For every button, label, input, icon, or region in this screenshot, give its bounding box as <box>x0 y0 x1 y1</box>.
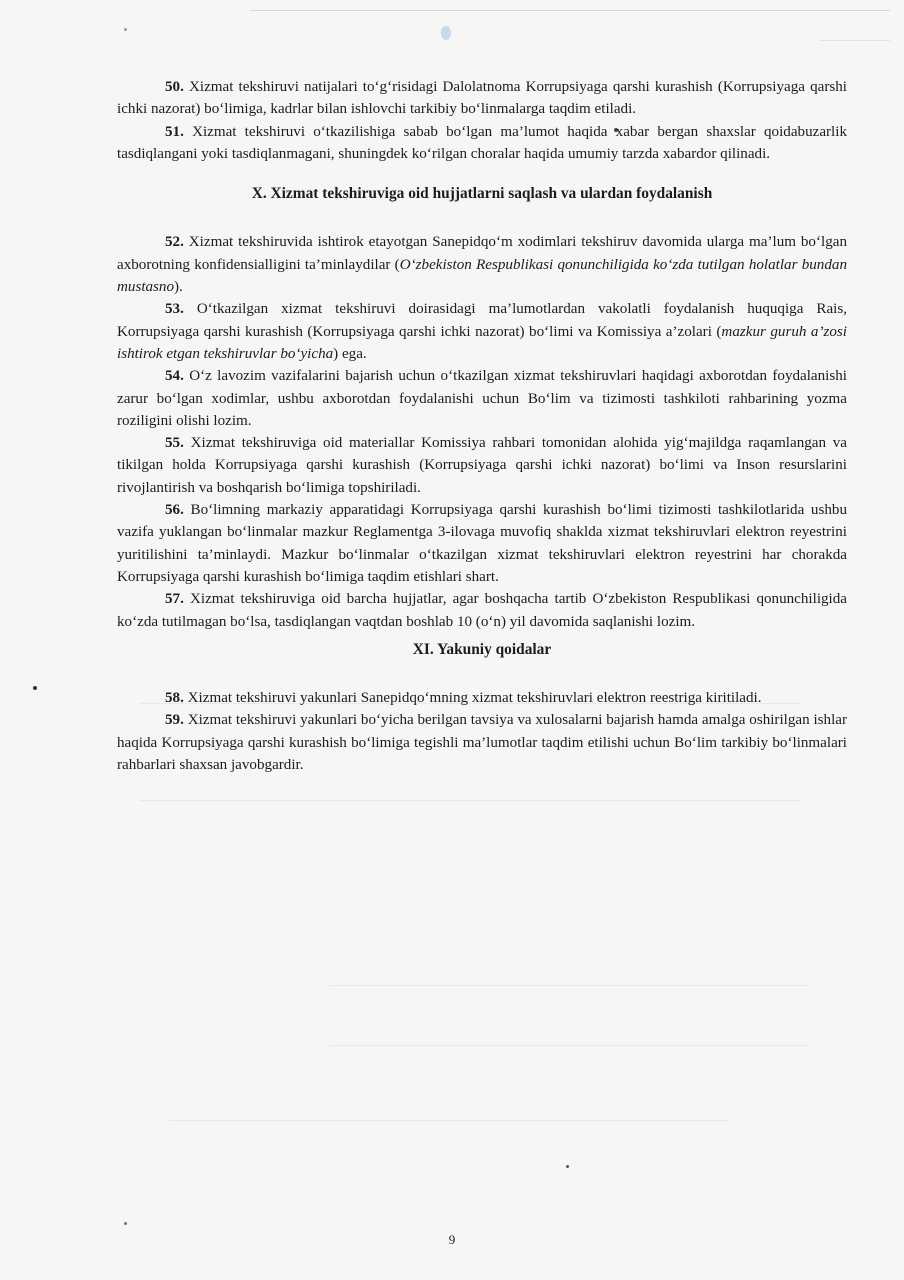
paragraph-58 <box>117 687 847 709</box>
paragraph-number: 50. <box>165 79 184 95</box>
paragraph-56 <box>117 499 847 588</box>
paragraph-53 <box>117 298 847 365</box>
paragraph-51 <box>117 121 847 166</box>
scan-speck <box>566 1165 569 1168</box>
section-heading-xi: XI. Yakuniy qoidalar <box>412 640 552 658</box>
paragraph-number: 52. <box>165 234 184 251</box>
paragraph-number: 51. <box>165 123 184 140</box>
paragraph-number: 54. <box>165 368 184 385</box>
document-body <box>117 76 847 776</box>
paragraph-text: Xizmat tekshiruviga oid barcha hujjatlar, agar boshqacha tartib O‘zbekiston Respublikasi qonunchiligida ko‘zda tutilmagan bo‘lsa, tasdiqlangan vaqtdan boshlab 10 (o‘n) yil davomida saqlanishi lozim. <box>117 591 847 630</box>
bleed-through-line <box>170 1120 730 1121</box>
paragraph-text: Xizmat tekshiruvi o‘tkazilishiga sabab bo‘lgan ma’lumot haqida xabar bergan shaxslar qoidabuzarlik tasdiqlangani yoki tasdiqlanmagani, shuningdek ko‘rilgan choralar haqida umumiy tarzda xabardor qilinadi. <box>117 123 847 162</box>
paragraph-number: 55. <box>165 435 184 452</box>
paragraph-52 <box>117 231 847 298</box>
paragraph-text: Xizmat tekshiruvida ishtirok etayotgan Sanepidqo‘m xodimlari tekshiruv davomida ularga ma’lum bo‘lgan axborotning konfidensialligini ta’minlaydilar ( <box>117 234 847 273</box>
paragraph-italic-note: mazkur guruh a’zosi ishtirok etgan tekshiruvlar bo‘yicha <box>117 323 847 362</box>
bleed-through-line <box>330 1045 810 1046</box>
scan-edge-line <box>250 10 890 11</box>
paragraph-number: 53. <box>165 301 184 318</box>
bleed-through-line <box>140 800 800 801</box>
paragraph-number: 57. <box>165 591 184 608</box>
scan-edge-line <box>820 40 890 41</box>
scan-speck <box>124 28 127 31</box>
paragraph-number: 59. <box>165 712 184 729</box>
paragraph-text-tail: ). <box>174 279 183 296</box>
paragraph-57 <box>117 588 847 633</box>
paragraph-text-tail: ) ega. <box>333 345 367 362</box>
paragraph-number: 56. <box>165 502 184 519</box>
paragraph-text: Xizmat tekshiruvi yakunlari bo‘yicha berilgan tavsiya va xulosalarni bajarish hamda amalga oshirilgan ishlar haqida Korrupsiyaga qarshi kurashish bo‘limiga tegishli ma’lumotlar taqdim etilishi uchun Bo‘lim tarkibiy bo‘linmalari rahbarlari shaxsan javobgardir. <box>117 712 847 774</box>
page-number: 9 <box>448 1232 456 1247</box>
scan-speck <box>33 686 37 690</box>
scan-speck <box>124 1222 127 1225</box>
section-heading-x: X. Xizmat tekshiruviga oid hujjatlarni saqlash va ulardan foydalanish <box>251 185 713 203</box>
paragraph-50 <box>117 76 847 121</box>
paragraph-text: Bo‘limning markaziy apparatidagi Korrupsiyaga qarshi kurashish bo‘limi tizimosti tashkilotlarida ushbu vazifa yuklangan bo‘linmalar mazkur Reglamentga 3-ilovaga muvofiq shaklda xizmat tekshiruvlari elektron reyestrini yuritilishini ta’minlaydi. Mazkur bo‘linmalar o‘tkazilgan xizmat tekshiruvlari elektron reyestrini har chorakda Korrupsiyaga qarshi kurashish bo‘limiga taqdim etishlari shart. <box>117 502 847 585</box>
paragraph-text: Xizmat tekshiruvi yakunlari Sanepidqo‘mning xizmat tekshiruvlari elektron reestriga kiritiladi. <box>187 690 762 707</box>
paragraph-text: Xizmat tekshiruviga oid materiallar Komissiya rahbari tomonidan alohida yig‘majildga raqamlangan va tikilgan holda Korrupsiyaga qarshi kurashish (Korrupsiyaga qarshi ichki nazorat) bo‘limi va Inson resurslarini rivojlantirish va boshqarish bo‘limiga topshiriladi. <box>117 435 847 496</box>
bleed-through-line <box>330 985 810 986</box>
paragraph-text: Xizmat tekshiruvi natijalari to‘g‘risidagi Dalolatnoma Korrupsiyaga qarshi kurashish (Korrupsiyaga qarshi ichki nazorat) bo‘limiga, kadrlar bilan ishlovchi tarkibiy bo‘linmalarga taqdim etiladi. <box>117 79 847 118</box>
scan-speck <box>441 26 451 40</box>
paragraph-text: O‘tkazilgan xizmat tekshiruvi doirasidagi ma’lumotlardan vakolatli foydalanish huquqiga Rais, Korrupsiyaga qarshi kurashish (Korrupsiyaga qarshi ichki nazorat) bo‘limi va Komissiya a’zolari ( <box>117 301 847 340</box>
paragraph-number: 58. <box>165 690 184 707</box>
paragraph-59 <box>117 709 847 776</box>
paragraph-55 <box>117 432 847 499</box>
paragraph-54 <box>117 365 847 432</box>
paragraph-italic-note: O‘zbekiston Respublikasi qonunchiligida ko‘zda tutilgan holatlar bundan mustasno <box>117 256 847 296</box>
paragraph-text: O‘z lavozim vazifalarini bajarish uchun o‘tkazilgan xizmat tekshiruvlari haqidagi axborotdan foydalanishi zarur bo‘lgan xodimlar, ushbu axborotdan foydalanishi uchun Bo‘lim va tizimosti tashkiloti rahbarining yozma roziligini olishi lozim. <box>117 368 847 429</box>
